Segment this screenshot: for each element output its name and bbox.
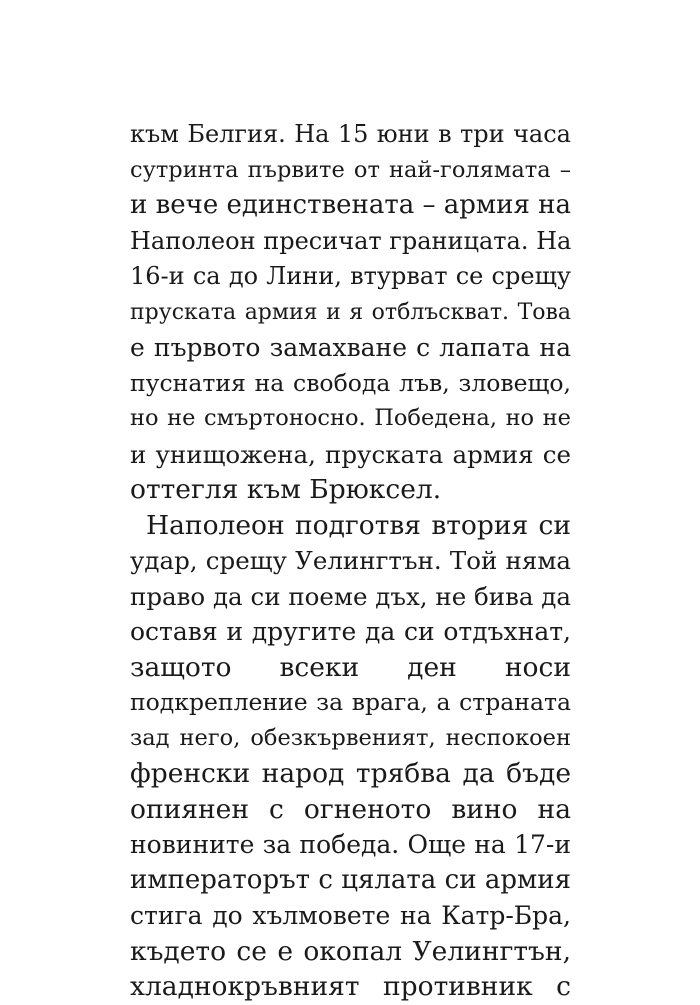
body-text — [130, 117, 571, 1005]
text-line: защото всеки ден носи — [130, 651, 571, 683]
text-line: е първото замахване с лапата на — [130, 333, 571, 362]
text-line: където се е окопал Уелингтън, — [130, 935, 571, 967]
text-line: френски народ трябва да бъде — [130, 758, 571, 789]
text-line: оставя и другите да си отдъхнат, — [130, 617, 571, 646]
text-line: хладнокръвният противник с — [130, 971, 571, 1002]
text-line: опиянен с огненото вино на — [130, 793, 571, 825]
text-line: сутринта първите от най-голямата – — [130, 156, 571, 183]
paragraph-end-line: оттегля към Брюксел. — [130, 474, 442, 505]
text-line: пруската армия и я отблъскват. Това — [130, 299, 571, 325]
text-line: императорът с цялата си армия — [130, 864, 571, 895]
text-line: новините за победа. Още на 17-и — [130, 830, 571, 859]
text-line: и вече единствената – армия на — [130, 190, 571, 220]
text-line: подкрепление за врага, а страната — [130, 688, 571, 716]
text-line: право да си поеме дъх, не бива да — [130, 581, 571, 611]
text-line: Наполеон пресичат границата. На — [130, 226, 572, 255]
text-line: зад него, обезкървеният, неспокоен — [130, 724, 571, 751]
paragraph-start-line: Наполеон подготвя втория си — [146, 509, 571, 541]
text-line: към Белгия. На 15 юни в три часа — [130, 120, 571, 148]
text-line: но не смъртоносно. Победена, но не — [130, 405, 571, 431]
text-line: стига до хълмовете на Катр-Бра, — [130, 901, 571, 930]
text-line: и унищожена, пруската армия се — [130, 439, 571, 469]
text-line: 16-и са до Лини, втурват се срещу — [130, 262, 571, 290]
text-line: удар, срещу Уелингтън. Той няма — [130, 546, 571, 575]
text-line: пуснатия на свобода лъв, зловещо, — [130, 368, 571, 397]
